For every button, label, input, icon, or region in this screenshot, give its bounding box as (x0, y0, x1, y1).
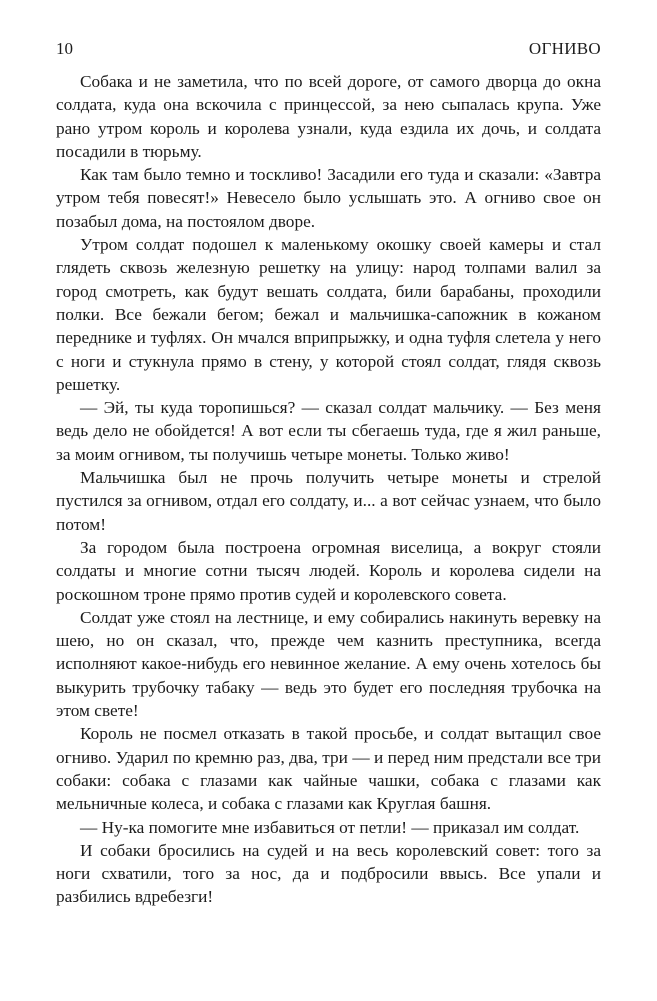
paragraph: Как там было темно и тоскливо! Засадили его туда и сказали: «Завтра утром тебя повесят!» Невесело было услышать это. А огниво свое он позабыл дома, на постоялом дворе. (56, 165, 601, 231)
paragraph: — Ну-ка помогите мне избавиться от петли! — приказал им солдат. (80, 817, 580, 837)
paragraph: Король не посмел отказать в такой просьбе, и солдат вытащил свое огниво. Ударил по кремню раз, два, три — и перед ним предстали все три собаки: собака с глазами как чайные чашки, собака с глазами как мельничные колеса, и собака с глазами как Круглая башня. (56, 724, 601, 814)
paragraph: Солдат уже стоял на лестнице, и ему собирались накинуть веревку на шею, но он сказал, что, прежде чем казнить преступника, всегда исполняют какое-нибудь его невинное желание. А ему очень хотелось бы выкурить трубочку табаку — ведь это будет его последняя трубочка на этом свете! (56, 607, 601, 721)
book-title: ОГНИВО (528, 39, 601, 58)
paragraph: Утром солдат подошел к маленькому окошку своей камеры и стал глядеть сквозь железную решетку на улицу: народ толпами валил за город смотреть, как будут вешать солдата, били барабаны, проходили полки. Все бежали бегом; бежал и мальчишка-сапожник в кожаном переднике и туфлях. Он мчался вприпрыжку, и одна туфля слетела у него с ноги и стукнула прямо в стену, у которой стоял солдат, глядя сквозь решетку. (56, 235, 601, 394)
paragraph: Мальчишка был не прочь получить четыре монеты и стрелой пустился за огнивом, отдал его солдату, и... а вот сейчас узнаем, что было потом! (56, 468, 601, 534)
paragraph: За городом была построена огромная виселица, а вокруг стояли солдаты и многие сотни тысяч людей. Король и королева сидели на роскошном троне прямо против судей и королевского совета. (56, 537, 601, 604)
paragraph: И собаки бросились на судей и на весь королевский совет: того за ноги схватили, того за нос, да и подбросили ввысь. Все упали и разбились вдребезги! (56, 840, 601, 907)
running-header (56, 38, 601, 60)
paragraph: Собака и не заметила, что по всей дороге, от самого дворца до окна солдата, куда она вскочила с принцессой, за нею сыпалась крупа. Уже рано утром король и королева узнали, куда ездила их дочь, и солдата посадили в тюрьму. (56, 72, 601, 161)
page-number: 10 (56, 39, 73, 58)
paragraph: — Эй, ты куда торопишься? — сказал солдат мальчику. — Без меня ведь дело не обойдется! А вот если ты сбегаешь туда, где я жил раньше, за моим огнивом, ты получишь четыре монеты. Только живо! (56, 398, 601, 464)
story-text (56, 70, 601, 909)
